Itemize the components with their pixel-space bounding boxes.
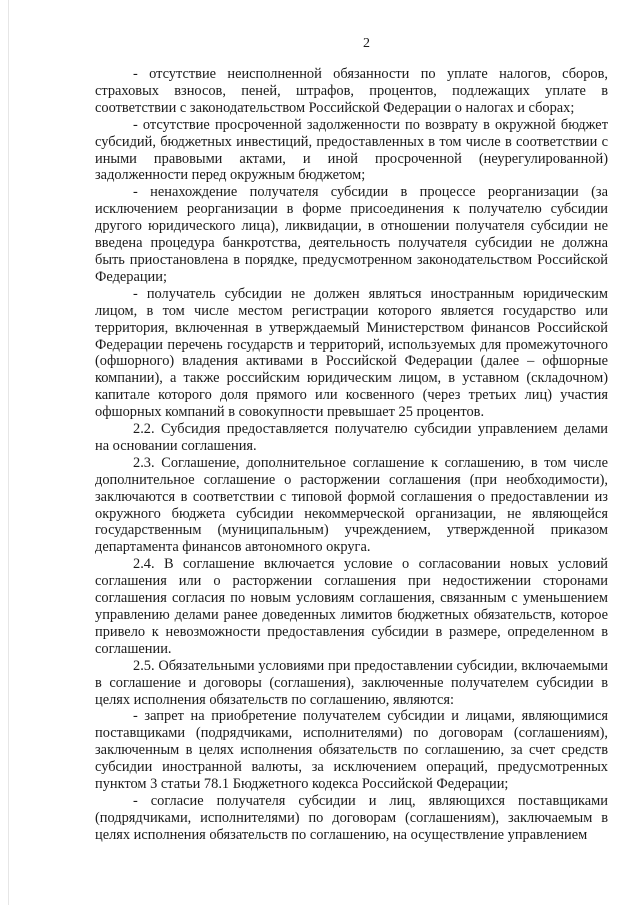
paragraph-not-foreign-entity: - получатель субсидии не должен являться иностранным юридическим лицом, в том числе местом регистрации которого является государство или территория, включенная в утверждаемый Министерством финансов Российской Федерации перечень государств и территорий, используемых для промежуточного (офшорного) владения активами в Российской Федерации (далее – офшорные компании), а также российским юридическим лицом, в уставном (складочном) капитале которого доля прямого или косвенного (через третьих лиц) участия офшорных компаний в совокупности превышает 25 процентов.: [95, 285, 608, 421]
paragraph-no-reorganization: - ненахождение получателя субсидии в процессе реорганизации (за исключением реорганизации в форме присоединения к получателю субсидии другого юридического лица), ликвидации, в отношении получателя субсидии не введена процедура банкротства, деятельность получателя субсидии не должна быть приостановлена в порядке, предусмотренном законодательством Российской Федерации;: [95, 184, 608, 285]
paragraph-2-5: 2.5. Обязательными условиями при предоставлении субсидии, включаемыми в соглашение и договоры (соглашения), заключенные получателем субсидии в целях исполнения обязательств по соглашению, являются:: [95, 657, 608, 708]
page-number: 2: [363, 36, 370, 51]
paragraph-2-4: 2.4. В соглашение включается условие о согласовании новых условий соглашения или о расторжении соглашения при недостижении сторонами соглашения согласия по новым условиям соглашения, связанным с уменьшением управлению делами ранее доведенных лимитов бюджетных обязательств, которое привело к невозможности предоставления субсидии в размере, определенном в соглашении.: [95, 556, 608, 657]
paragraph-consent: - согласие получателя субсидии и лиц, являющихся поставщиками (подрядчиками, исполнителями) по договорам (соглашениям), заключаемым в целях исполнения обязательств по соглашению, на осуществление управлением: [95, 792, 608, 843]
paragraph-2-2: 2.2. Субсидия предоставляется получателю субсидии управлением делами на основании соглашения.: [95, 421, 608, 454]
paragraph-no-overdue-debt: - отсутствие просроченной задолженности по возврату в окружной бюджет субсидий, бюджетных инвестиций, предоставленных в том числе в соответствии с иными правовыми актами, и иной просроченной (неурегулированной) задолженности перед окружным бюджетом;: [95, 116, 608, 184]
paragraph-currency-ban: - запрет на приобретение получателем субсидии и лицами, являющимися поставщиками (подрядчиками, исполнителями) по договорам (соглашениям), заключенным в целях исполнения обязательств по соглашению, за счет средств субсидии иностранной валюты, за исключением операций, предусмотренных пунктом 3 статьи 78.1 Бюджетного кодекса Российской Федерации;: [95, 708, 608, 793]
paragraph-2-3: 2.3. Соглашение, дополнительное соглашение к соглашению, в том числе дополнительное соглашение о расторжении соглашения (при необходимости), заключаются в соответствии с типовой формой соглашения о предоставлении из окружного бюджета субсидии некоммерческой организации, не являющейся государственным (муниципальным) учреждением, утвержденной приказом департамента финансов автономного округа.: [95, 454, 608, 556]
paragraph-no-tax-debt: - отсутствие неисполненной обязанности по уплате налогов, сборов, страховых взносов, пеней, штрафов, процентов, подлежащих уплате в соответствии с законодательством Российской Федерации о налогах и сборах;: [95, 66, 608, 116]
